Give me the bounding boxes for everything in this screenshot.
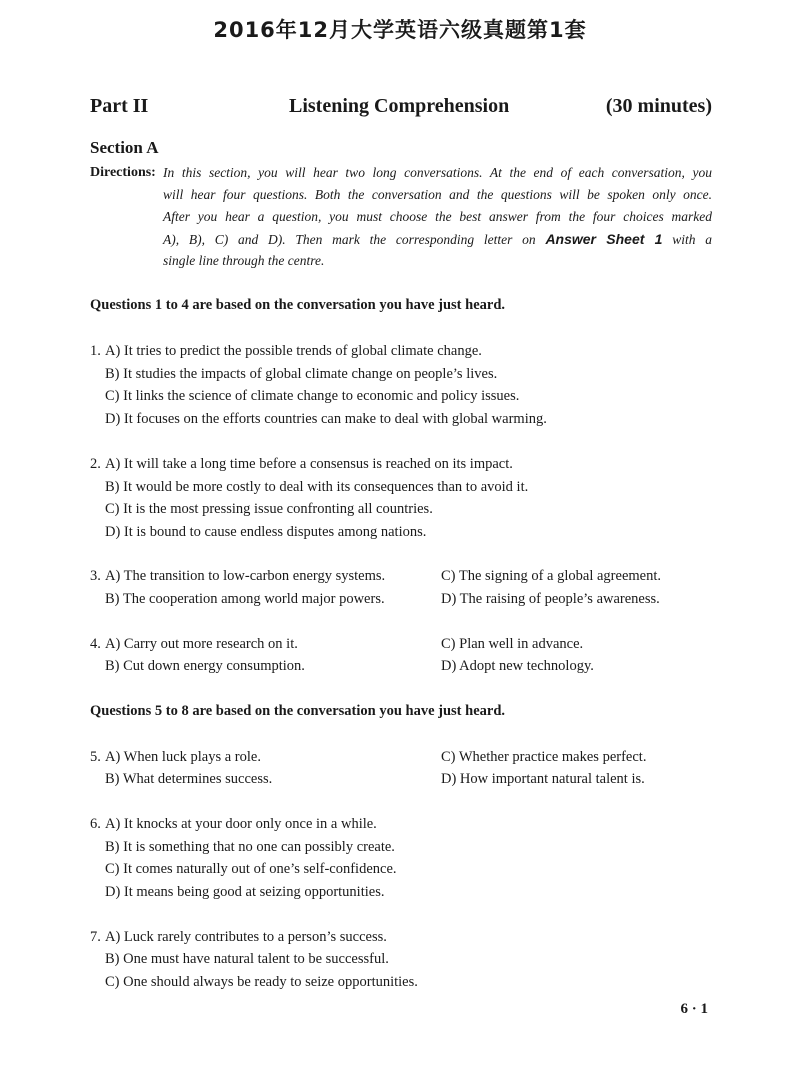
answer-option: D) It means being good at seizing opportunities. xyxy=(105,884,385,900)
part-label: Part II xyxy=(90,95,149,117)
answer-option: A) It will take a long time before a consensus is reached on its impact. xyxy=(105,456,513,472)
part-name: Listening Comprehension xyxy=(289,95,510,117)
answer-option: B) It studies the impacts of global climate change on people’s lives. xyxy=(105,366,498,382)
answer-option: A) Luck rarely contributes to a person’s success. xyxy=(105,929,387,945)
question-number: 4. xyxy=(90,636,101,652)
answer-option: C) Plan well in advance. xyxy=(441,636,584,652)
directions-text: with a xyxy=(662,232,712,247)
answer-option: A) Carry out more research on it. xyxy=(105,636,298,652)
answer-option: A) The transition to low-carbon energy systems. xyxy=(105,568,386,584)
question-number: 5. xyxy=(90,749,101,765)
directions-line: single line through the centre. xyxy=(163,253,325,268)
question-number: 6. xyxy=(90,816,101,832)
page-title: 2016年12月大学英语六级真题第1套 xyxy=(213,18,587,42)
directions-line: After you hear a question, you must choose the best answer from the four choices marked xyxy=(163,209,712,224)
answer-option: B) Cut down energy consumption. xyxy=(105,658,305,674)
directions-text: A), B), C) and D). Then mark the corresponding letter on xyxy=(163,232,546,247)
answer-option: A) It tries to predict the possible trends of global climate change. xyxy=(105,343,482,359)
directions-label: Directions: xyxy=(90,165,156,180)
answer-option: D) It is bound to cause endless disputes among nations. xyxy=(105,524,427,540)
question-number: 7. xyxy=(90,929,101,945)
answer-option: A) It knocks at your door only once in a while. xyxy=(105,816,377,832)
answer-option: D) It focuses on the efforts countries can make to deal with global warming. xyxy=(105,411,547,427)
answer-option: D) Adopt new technology. xyxy=(441,658,594,674)
answer-option: C) It links the science of climate change to economic and policy issues. xyxy=(105,388,520,404)
directions-line: will hear four questions. Both the conversation and the questions will be spoken only once. xyxy=(163,187,712,202)
answer-option: B) One must have natural talent to be successful. xyxy=(105,951,389,967)
answer-sheet-label: Answer Sheet 1 xyxy=(545,231,663,247)
answer-option: C) The signing of a global agreement. xyxy=(441,568,661,584)
answer-option: A) When luck plays a role. xyxy=(105,749,261,765)
answer-option: C) Whether practice makes perfect. xyxy=(441,749,647,765)
answer-option: B) The cooperation among world major powers. xyxy=(105,591,385,607)
answer-option: B) What determines success. xyxy=(105,771,273,787)
directions-line xyxy=(163,228,712,251)
answer-option: C) It is the most pressing issue confronting all countries. xyxy=(105,501,433,517)
answer-option: D) How important natural talent is. xyxy=(441,771,645,787)
page-number: 6 · 1 xyxy=(680,1001,708,1017)
answer-option: D) The raising of people’s awareness. xyxy=(441,591,660,607)
part-header xyxy=(90,95,712,121)
section-title: Section A xyxy=(90,138,159,157)
answer-option: C) It comes naturally out of one’s self-confidence. xyxy=(105,861,397,877)
question-number: 3. xyxy=(90,568,101,584)
question-number: 1. xyxy=(90,343,101,359)
question-group-header: Questions 1 to 4 are based on the conversation you have just heard. xyxy=(90,297,506,313)
answer-option: B) It is something that no one can possibly create. xyxy=(105,839,395,855)
part-time: (30 minutes) xyxy=(605,95,712,117)
question-number: 2. xyxy=(90,456,101,472)
answer-option: C) One should always be ready to seize opportunities. xyxy=(105,974,418,990)
answer-option: B) It would be more costly to deal with its consequences than to avoid it. xyxy=(105,479,529,495)
question-group-header: Questions 5 to 8 are based on the conversation you have just heard. xyxy=(90,703,506,719)
directions-line: In this section, you will hear two long conversations. At the end of each conversation, you xyxy=(163,165,712,180)
